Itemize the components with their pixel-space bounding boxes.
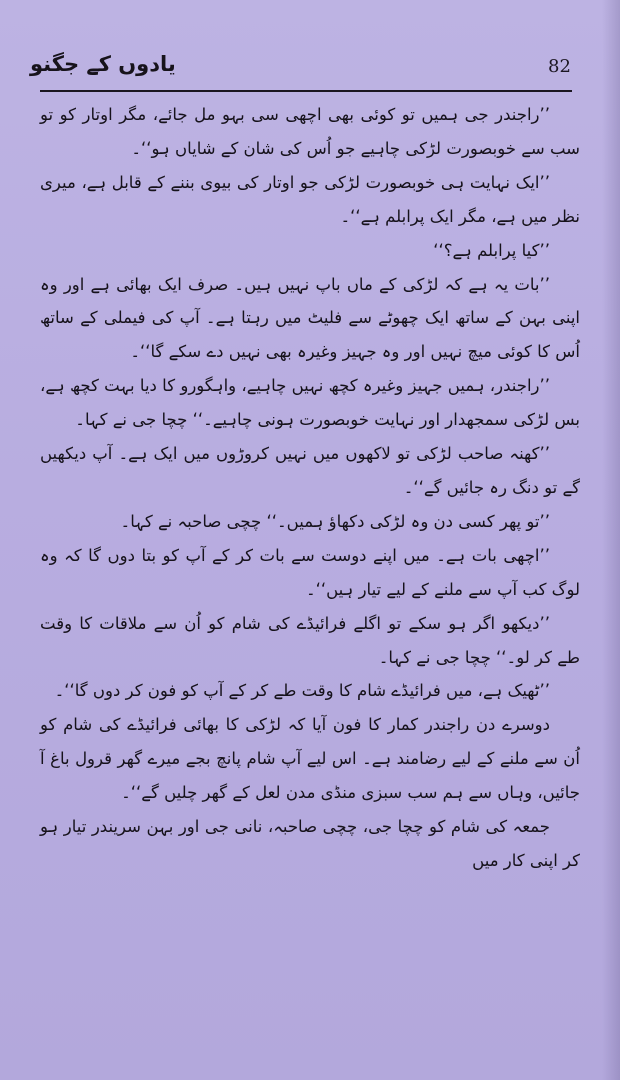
running-title: یادوں کے جگنو (30, 52, 176, 76)
page-edge-shadow (602, 0, 620, 1080)
paragraph: ’’راجندر، ہمیں جہیز وغیرہ کچھ نہیں چاہیے، واہگورو کا دیا بہت کچھ ہے، بس لڑکی سمجھدار اور نہایت خوبصورت ہونی چاہیے۔‘‘ چچا جی نے کہا۔ (40, 376, 580, 430)
page-header (30, 50, 574, 90)
paragraph: ’’بات یہ ہے کہ لڑکی کے ماں باپ نہیں ہیں۔ صرف ایک بھائی ہے اور وہ اپنی بہن کے ساتھ ایک چھوٹے سے فلیٹ میں رہتا ہے۔ آپ کی فیملی کے ساتھ اُس کا کوئی میچ نہیں اور وہ جہیز وغیرہ بھی نہیں دے سکے گا‘‘۔ (40, 274, 580, 362)
paragraph: ’’دیکھو اگر ہو سکے تو اگلے فرائیڈے کی شام کو اُن سے ملاقات کا وقت طے کر لو۔‘‘ چچا جی نے کہا۔ (40, 613, 580, 667)
paragraph: ’’ایک نہایت ہی خوبصورت لڑکی جو اوتار کی بیوی بننے کے قابل ہے، میری نظر میں ہے، مگر ایک پرابلم ہے‘‘۔ (40, 172, 580, 226)
header-rule (40, 90, 572, 92)
paragraph: دوسرے دن راجندر کمار کا فون آیا کہ لڑکی کا بھائی فرائیڈے کی شام کو اُن سے ملنے کے لیے رضامند ہے۔ اس لیے آپ شام پانچ بجے میرے گھر قرول باغ آ جائیں، وہاں سے ہم سب سبزی منڈی مدن لعل کے گھر چلیں گے‘‘۔ (40, 715, 580, 803)
paragraph: ’’راجندر جی ہمیں تو کوئی بھی اچھی سی بہو مل جائے، مگر اوتار کو تو سب سے خوبصورت لڑکی چاہیے جو اُس کی شان کے شایاں ہو‘‘۔ (40, 105, 580, 158)
paragraph: ’’اچھی بات ہے۔ میں اپنے دوست سے بات کر کے آپ کو بتا دوں گا کہ وہ لوگ کب آپ سے ملنے کے لیے تیار ہیں‘‘۔ (40, 545, 580, 599)
page-number: 82 (548, 56, 571, 77)
paragraph: ’’تو پھر کسی دن وہ لڑکی دکھاؤ ہمیں۔‘‘ چچی صاحبہ نے کہا۔ (120, 511, 550, 531)
paragraph: جمعہ کی شام کو چچا جی، چچی صاحبہ، نانی جی اور بہن سریندر تیار ہو کر اپنی کار میں (40, 817, 580, 870)
paragraph: ’’ٹھیک ہے، میں فرائیڈے شام کا وقت طے کر کے آپ کو فون کر دوں گا‘‘۔ (54, 681, 550, 701)
body-text (40, 98, 580, 878)
paragraph: ’’کھنہ صاحب لڑکی تو لاکھوں میں نہیں کروڑوں میں ایک ہے۔ آپ دیکھیں گے تو دنگ رہ جائیں گے‘‘۔ (40, 444, 580, 497)
paragraph: ’’کیا پرابلم ہے؟‘‘ (433, 240, 550, 260)
